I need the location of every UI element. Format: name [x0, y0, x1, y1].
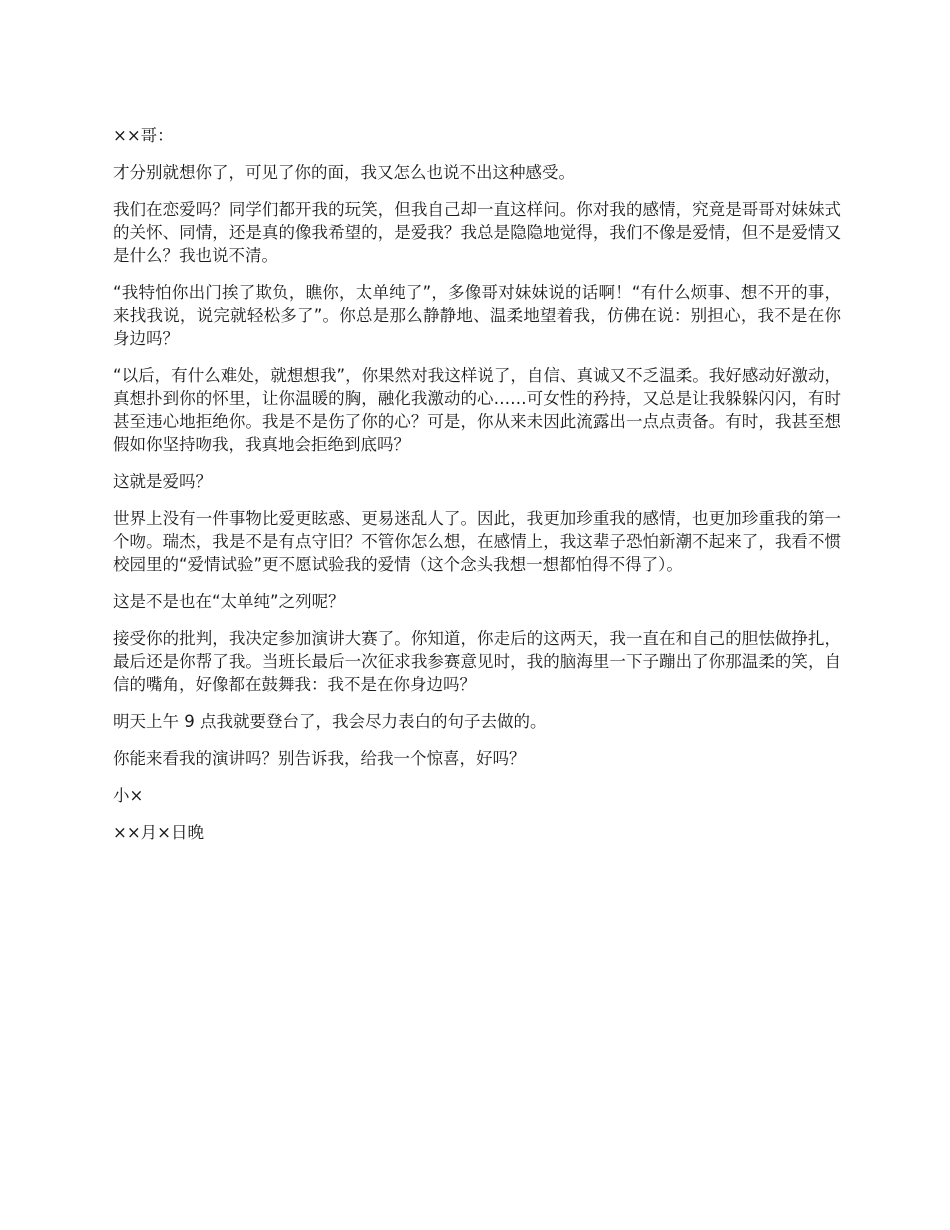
signature: 小× [113, 786, 144, 805]
letter-body [113, 124, 841, 858]
salutation: ××哥： [113, 126, 174, 145]
paragraph: 你能来看我的演讲吗？别告诉我，给我一个惊喜，好吗？ [113, 749, 526, 768]
paragraph: 才分别就想你了，可见了你的面，我又怎么也说不出这种感受。 [113, 163, 575, 182]
paragraph: 明天上午 9 点我就要登台了，我会尽力表白的句子去做的。 [113, 712, 547, 731]
paragraph: 我们在恋爱吗？同学们都开我的玩笑，但我自己却一直这样问。你对我的感情，究竟是哥哥对妹妹式的关怀、同情，还是真的像我希望的，是爱我？我总是隐隐地觉得，我们不像是爱情，但不是爱情又是什么？我也说不清。 [113, 200, 841, 265]
paragraph: “以后，有什么难处，就想想我”，你果然对我这样说了，自信、真诚又不乏温柔。我好感动好激动，真想扑到你的怀里，让你温暖的胸，融化我激动的心……可女性的矜持，又总是让我躲躲闪闪，有时甚至违心地拒绝你。我是不是伤了你的心？可是，你从来未因此流露出一点点责备。有时，我甚至想假如你坚持吻我，我真地会拒绝到底吗？ [113, 366, 841, 454]
paragraph: 这是不是也在“太单纯”之列呢？ [113, 592, 345, 611]
paragraph: 接受你的批判，我决定参加演讲大赛了。你知道，你走后的这两天，我一直在和自己的胆怯做挣扎，最后还是你帮了我。当班长最后一次征求我参赛意见时，我的脑海里一下子蹦出了你那温柔的笑，自信的嘴角，好像都在鼓舞我：我不是在你身边吗？ [113, 629, 841, 694]
paragraph: 这就是爱吗？ [113, 472, 212, 491]
date-line: ××月×日晚 [113, 823, 204, 842]
paragraph: 世界上没有一件事物比爱更眩惑、更易迷乱人了。因此，我更加珍重我的感情，也更加珍重我的第一个吻。瑞杰，我是不是有点守旧？不管你怎么想，在感情上，我这辈子恐怕新潮不起来了，我看不惯校园里的“爱情试验”更不愿试验我的爱情（这个念头我想一想都怕得不得了）。 [113, 509, 841, 574]
paragraph: “我特怕你出门挨了欺负，瞧你，太单纯了”，多像哥对妹妹说的话啊！“有什么烦事、想不开的事，来找我说，说完就轻松多了”。你总是那么静静地、温柔地望着我，仿佛在说：别担心，我不是在你身边吗？ [113, 283, 841, 348]
